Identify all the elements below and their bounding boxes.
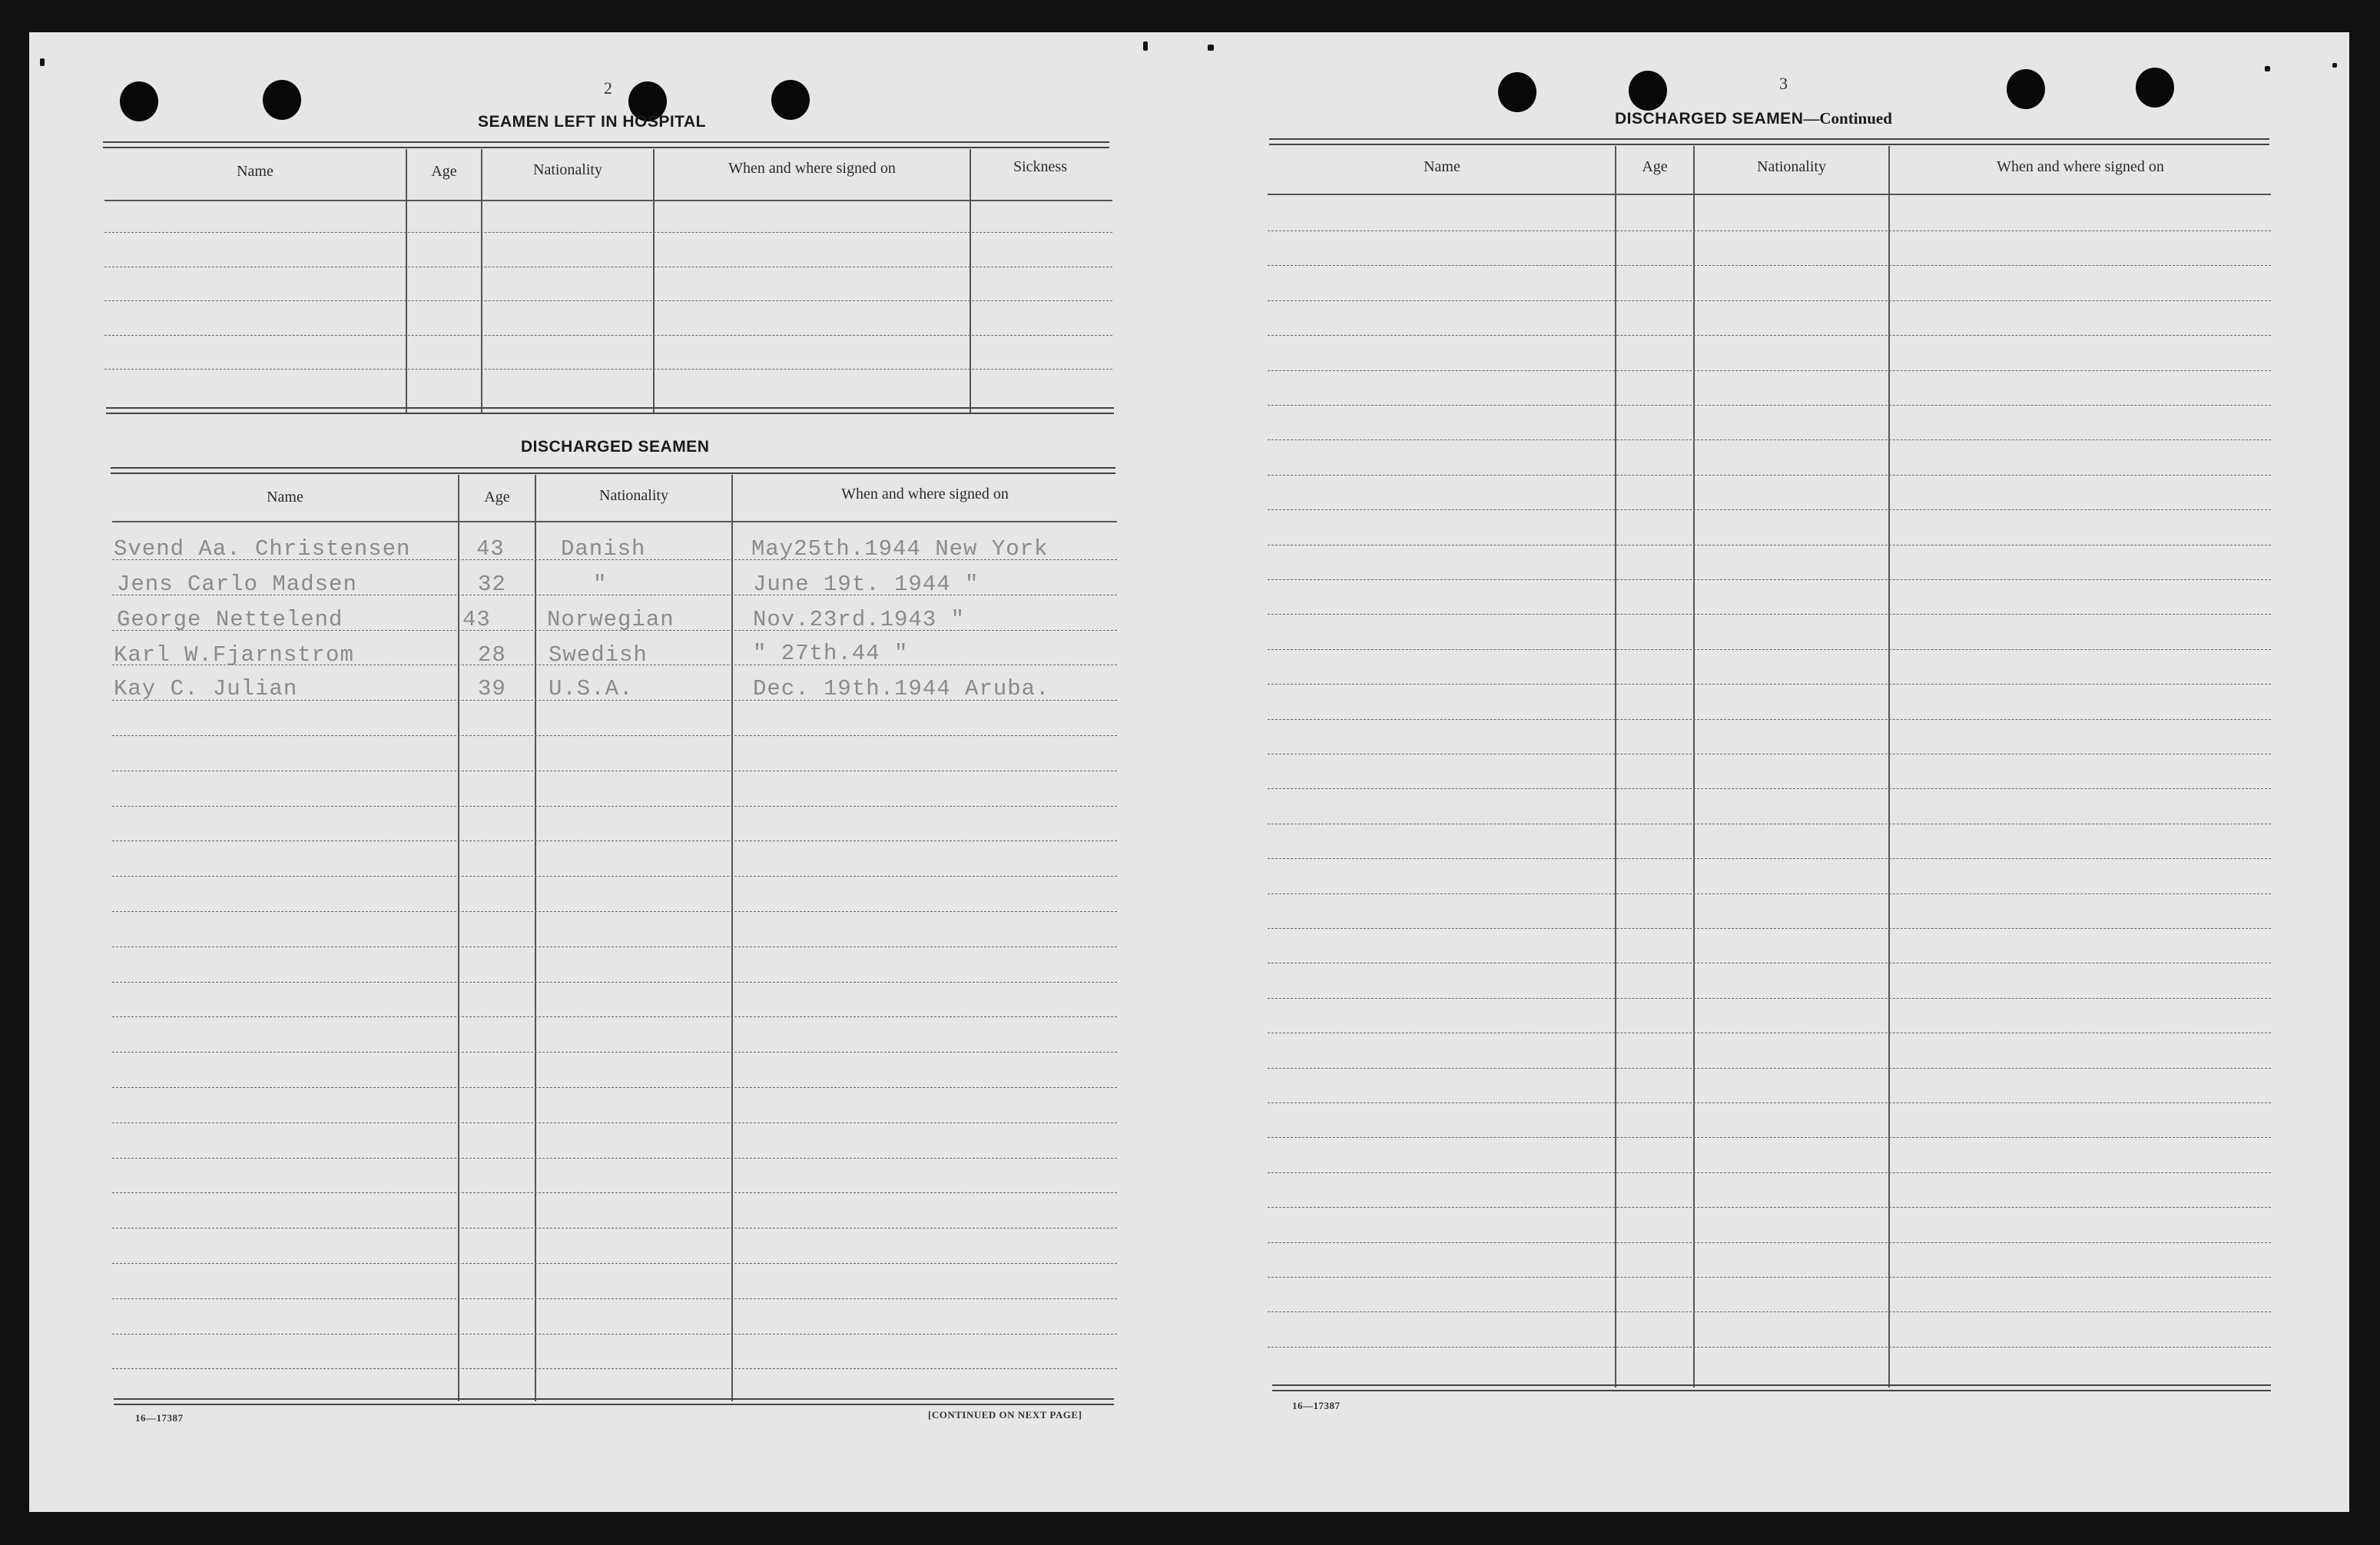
column-header-nationality: Nationality (533, 161, 602, 178)
ruled-line (1268, 475, 2271, 476)
hospital-top-rule (103, 141, 1109, 148)
ruled-line (104, 369, 1112, 370)
column-header-name: Name (237, 163, 273, 180)
ruled-line (112, 1122, 1117, 1123)
seaman-nationality: Danish (561, 536, 646, 562)
ruled-line (112, 1087, 1117, 1088)
ruled-line (1268, 335, 2271, 336)
table-row (114, 642, 354, 668)
seaman-age: 32 (478, 572, 506, 597)
column-divider (970, 149, 971, 413)
column-header-age: Age (1642, 158, 1668, 175)
ruled-line (1268, 439, 2271, 440)
ruled-line (1268, 998, 2271, 999)
form-number: 16—17387 (135, 1412, 184, 1424)
discharged-bottom-rule (114, 1398, 1114, 1405)
speck (2265, 66, 2270, 71)
title-main: DISCHARGED SEAMEN (1615, 110, 1804, 128)
right-top-rule (1269, 138, 2269, 145)
page-number: 3 (1779, 74, 1788, 93)
seaman-nationality: " (593, 572, 608, 597)
seaman-signed-on: June 19t. 1944 " (753, 572, 980, 597)
punch-hole (771, 80, 810, 120)
column-header-signed-on: When and where signed on (1997, 158, 2164, 175)
ruled-line (1268, 649, 2271, 650)
continued-note: [CONTINUED ON NEXT PAGE] (928, 1409, 1082, 1421)
seaman-age: 43 (476, 536, 505, 562)
ruled-line (112, 735, 1117, 736)
ruled-line (112, 982, 1117, 983)
discharged-top-rule (111, 467, 1115, 474)
ruled-line (1268, 405, 2271, 406)
ruled-line (1268, 1137, 2271, 1138)
ruled-line (1268, 1347, 2271, 1348)
page-number: 2 (604, 78, 612, 98)
punch-hole (2007, 69, 2045, 109)
punch-hole (1498, 72, 1536, 112)
column-header-nationality: Nationality (599, 487, 668, 504)
ruled-line (1268, 1242, 2271, 1243)
table-row (114, 536, 410, 562)
ruled-line (1268, 858, 2271, 859)
form-number: 16—17387 (1292, 1400, 1341, 1411)
ruled-line (1268, 614, 2271, 615)
ruled-line (1268, 579, 2271, 580)
ruled-line (1268, 1277, 2271, 1278)
punch-hole (1629, 71, 1667, 111)
ruled-line (112, 806, 1117, 807)
seaman-name: Jens Carlo Madsen (117, 572, 357, 597)
column-divider (653, 149, 655, 413)
ruled-line (1268, 265, 2271, 266)
table-row (114, 676, 297, 701)
seaman-age: 43 (462, 607, 491, 632)
ruled-line (1268, 1068, 2271, 1069)
ruled-line (1268, 719, 2271, 720)
speck (1143, 41, 1148, 51)
ruled-line (112, 1298, 1117, 1299)
discharged-header-rule (112, 521, 1117, 522)
ruled-line (104, 232, 1112, 233)
discharged-continued-title (1615, 109, 1892, 128)
seaman-signed-on: Dec. 19th.1944 Aruba. (753, 676, 1050, 701)
right-header-rule (1268, 194, 2271, 195)
ruled-line (112, 1263, 1117, 1264)
punch-hole (120, 81, 158, 121)
ruled-line (1268, 788, 2271, 789)
seaman-age: 39 (478, 676, 506, 701)
ruled-line (112, 876, 1117, 877)
ruled-line (112, 911, 1117, 912)
seaman-signed-on: Nov.23rd.1943 " (753, 607, 966, 632)
ruled-line (1268, 928, 2271, 929)
ruled-line (1268, 1207, 2271, 1208)
hospital-header-rule (104, 200, 1112, 201)
ruled-line (104, 300, 1112, 301)
seaman-signed-on: " 27th.44 " (753, 641, 909, 666)
speck (40, 58, 45, 66)
ruled-line (1268, 1311, 2271, 1312)
speck (1208, 45, 1214, 51)
ruled-line (1268, 1172, 2271, 1173)
hospital-bottom-rule (106, 407, 1114, 414)
seaman-name: Karl W.Fjarnstrom (114, 642, 354, 668)
table-row (117, 572, 357, 597)
seaman-signed-on: May25th.1944 New York (751, 536, 1049, 562)
column-header-name: Name (267, 489, 303, 506)
seaman-nationality: Norwegian (547, 607, 675, 632)
speck (2332, 63, 2337, 68)
ruled-line (112, 1158, 1117, 1159)
ruled-line (1268, 509, 2271, 510)
title-suffix: —Continued (1803, 109, 1892, 128)
ruled-line (1268, 370, 2271, 371)
seaman-nationality: U.S.A. (549, 676, 634, 701)
column-header-sickness: Sickness (1013, 158, 1067, 175)
seaman-nationality: Swedish (549, 642, 648, 668)
seaman-name: Svend Aa. Christensen (114, 536, 411, 562)
table-row (117, 607, 343, 632)
ruled-line (1268, 230, 2271, 231)
ruled-line (1268, 684, 2271, 685)
ruled-line (112, 1052, 1117, 1053)
column-divider (1615, 146, 1616, 1388)
ruled-line (104, 335, 1112, 336)
column-header-nationality: Nationality (1757, 158, 1826, 175)
discharged-section-title: DISCHARGED SEAMEN (521, 438, 710, 456)
ruled-line (1268, 1102, 2271, 1103)
right-bottom-rule (1272, 1384, 2271, 1391)
seaman-name: George Nettelend (117, 607, 343, 632)
column-divider (481, 149, 482, 413)
hospital-section-title: SEAMEN LEFT IN HOSPITAL (478, 113, 706, 131)
punch-hole (263, 80, 301, 120)
column-divider (1888, 146, 1890, 1388)
seaman-age: 28 (478, 642, 506, 668)
ruled-line (1268, 300, 2271, 301)
column-divider (1693, 146, 1695, 1388)
ruled-line (112, 840, 1117, 841)
seaman-name: Kay C. Julian (114, 676, 298, 701)
ruled-line (112, 1368, 1117, 1369)
column-header-signed-on: When and where signed on (728, 160, 896, 177)
column-header-age: Age (484, 489, 510, 506)
ruled-line (112, 1192, 1117, 1193)
column-header-age: Age (431, 163, 457, 180)
ruled-line (112, 1016, 1117, 1017)
column-header-name: Name (1424, 158, 1460, 175)
column-header-signed-on: When and where signed on (841, 486, 1009, 502)
document-sheet (29, 32, 2349, 1512)
punch-hole (2136, 68, 2174, 108)
column-divider (406, 149, 407, 413)
